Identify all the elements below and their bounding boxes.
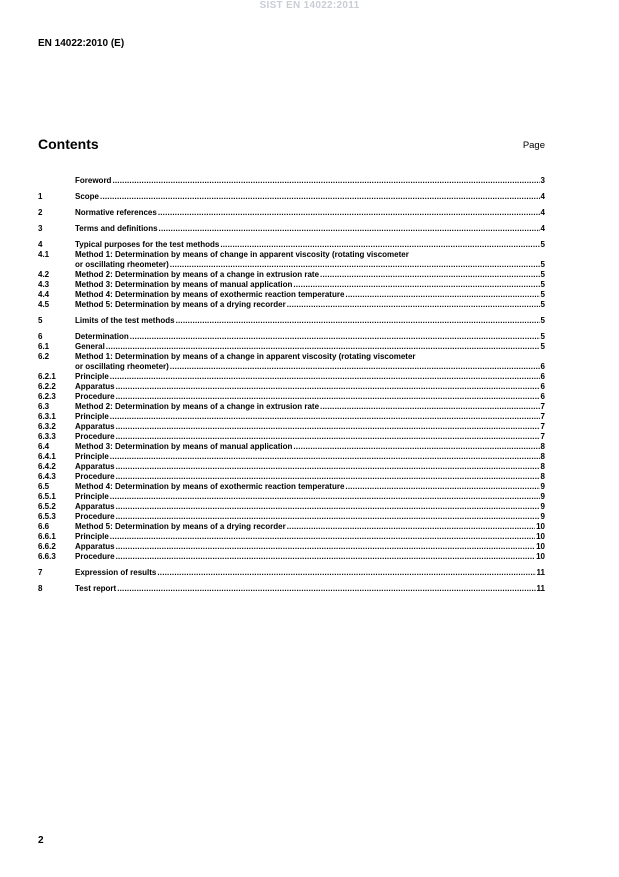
toc-entry-page: 9 — [540, 482, 545, 491]
toc-entry-page: 5 — [540, 240, 545, 249]
toc-entry[interactable] — [38, 522, 545, 532]
toc-entry-number: 6.2.2 — [38, 382, 56, 391]
leader-dots — [110, 412, 540, 422]
toc-entry-title: Method 4: Determination by means of exothermic reaction temperature — [75, 290, 345, 299]
toc-entry-number: 6.4 — [38, 442, 50, 451]
toc-entry-number: 6.2.3 — [38, 392, 56, 401]
leader-dots — [159, 224, 540, 234]
watermark: SIST EN 14022:2011 — [259, 0, 360, 11]
toc-entry-number: 3 — [38, 224, 43, 233]
leader-dots — [293, 442, 539, 452]
page-number: 2 — [38, 835, 44, 846]
leader-dots — [220, 240, 539, 250]
toc-entry-title: Procedure — [75, 392, 115, 401]
toc-entry-number: 6.4.2 — [38, 462, 56, 471]
toc-entry-number: 7 — [38, 568, 43, 577]
toc-entry-number: 6.5.1 — [38, 492, 56, 501]
toc-entry-page: 8 — [540, 452, 545, 461]
toc-entry[interactable] — [38, 332, 545, 342]
toc-entry-page: 7 — [540, 432, 545, 441]
page-column-label: Page — [522, 140, 545, 151]
toc-entry-page: 6 — [540, 372, 545, 381]
toc-entry-page: 5 — [540, 316, 545, 325]
leader-dots — [116, 512, 540, 522]
toc-entry-page: 8 — [540, 462, 545, 471]
toc-entry-number: 6.2 — [38, 352, 50, 361]
toc-entry[interactable] — [38, 270, 545, 280]
toc-entry[interactable] — [38, 316, 545, 326]
toc-entry-number: 6.6.2 — [38, 542, 56, 551]
leader-dots — [157, 568, 535, 578]
toc-entry-page: 5 — [540, 342, 545, 351]
toc-entry-page: 7 — [540, 422, 545, 431]
toc-entry-number: 6.3.1 — [38, 412, 56, 421]
toc-entry[interactable] — [38, 532, 545, 542]
toc-entry-page: 5 — [540, 290, 545, 299]
toc-entry-page: 3 — [540, 176, 545, 185]
toc-entry-title: Test report — [75, 584, 117, 593]
leader-dots — [170, 260, 540, 270]
leader-dots — [293, 280, 539, 290]
toc-entry-number: 6.3 — [38, 402, 50, 411]
toc-entry-number: 4.4 — [38, 290, 50, 299]
leader-dots — [170, 362, 540, 372]
toc-entry-title: Method 2: Determination by means of a change in extrusion rate — [75, 270, 320, 279]
toc-entry-title: Apparatus — [75, 542, 115, 551]
leader-dots — [116, 472, 540, 482]
toc-entry-title: Principle — [75, 532, 109, 541]
leader-dots — [116, 422, 540, 432]
toc-entry-page: 8 — [540, 472, 545, 481]
toc-entry-page: 5 — [540, 280, 545, 289]
toc-entry-page: 11 — [536, 568, 545, 577]
toc-entry-title: Principle — [75, 372, 109, 381]
toc-entry-number: 4.2 — [38, 270, 50, 279]
toc-entry[interactable] — [38, 512, 545, 522]
leader-dots — [320, 270, 540, 280]
toc-entry-number: 6.3.2 — [38, 422, 56, 431]
toc-entry[interactable] — [38, 280, 545, 290]
toc-entry-page: 6 — [540, 392, 545, 401]
leader-dots — [158, 208, 540, 218]
toc-entry[interactable] — [38, 432, 545, 442]
toc-entry[interactable] — [38, 492, 545, 502]
toc-entry-page: 5 — [540, 260, 545, 269]
leader-dots — [287, 300, 540, 310]
leader-dots — [100, 192, 540, 202]
toc-entry-page: 4 — [540, 208, 545, 217]
toc-entry-title-continued: or oscillating rheometer) — [75, 260, 169, 269]
toc-entry-number: 6 — [38, 332, 43, 341]
toc-entry-title: Method 2: Determination by means of a change in extrusion rate — [75, 402, 320, 411]
toc-entry-number: 4.3 — [38, 280, 50, 289]
toc-entry-number: 4.5 — [38, 300, 50, 309]
toc-entry-title: Limits of the test methods — [75, 316, 175, 325]
toc-entry-title: Method 4: Determination by means of exothermic reaction temperature — [75, 482, 345, 491]
toc-entry[interactable] — [38, 290, 545, 300]
toc-entry-title: Principle — [75, 412, 109, 421]
toc-entry-page: 7 — [540, 412, 545, 421]
toc-entry-page: 5 — [540, 332, 545, 341]
toc-entry-page: 5 — [540, 270, 545, 279]
toc-entry[interactable] — [38, 482, 545, 492]
toc-entry[interactable] — [38, 568, 545, 578]
toc-entry-title: Typical purposes for the test methods — [75, 240, 220, 249]
toc-entry-page: 10 — [536, 542, 545, 551]
toc-entry-number: 6.4.3 — [38, 472, 56, 481]
toc-entry-page: 9 — [540, 492, 545, 501]
toc-entry[interactable] — [38, 502, 545, 512]
toc-entry[interactable] — [38, 542, 545, 552]
toc-entry[interactable] — [38, 342, 545, 352]
toc-entry-number: 6.6.3 — [38, 552, 56, 561]
toc-entry-title: Method 5: Determination by means of a drying recorder — [75, 300, 286, 309]
toc-entry[interactable] — [38, 208, 545, 218]
toc-entry[interactable] — [38, 382, 545, 392]
toc-entry-title: Scope — [75, 192, 100, 201]
toc-entry-number: 6.3.3 — [38, 432, 56, 441]
toc-entry-page: 4 — [540, 192, 545, 201]
toc-entry-title: Method 1: Determination by means of a change in apparent viscosity (rotating viscometer — [75, 352, 416, 361]
leader-dots — [110, 532, 535, 542]
toc-entry-number: 1 — [38, 192, 43, 201]
toc-entry[interactable] — [38, 412, 545, 422]
toc-entry-title: Apparatus — [75, 502, 115, 511]
toc-entry-title: Method 1: Determination by means of change in apparent viscosity (rotating viscometer — [75, 250, 409, 259]
toc-entry-page: 4 — [540, 224, 545, 233]
toc-entry-number: 6.5 — [38, 482, 50, 491]
toc-entry[interactable] — [38, 422, 545, 432]
toc-entry-number: 8 — [38, 584, 43, 593]
toc-entry-page: 6 — [540, 362, 545, 371]
leader-dots — [130, 332, 540, 342]
leader-dots — [287, 522, 535, 532]
toc-entry-number: 6.2.1 — [38, 372, 56, 381]
toc-entry[interactable] — [38, 392, 545, 402]
toc-entry[interactable] — [38, 402, 545, 412]
leader-dots — [110, 372, 540, 382]
toc-entry-page: 10 — [536, 532, 545, 541]
toc-entry-title: Apparatus — [75, 422, 115, 431]
toc-entry-number: 2 — [38, 208, 43, 217]
toc-entry-number: 4 — [38, 240, 43, 249]
toc-entry-number: 6.4.1 — [38, 452, 56, 461]
toc-entry[interactable] — [38, 552, 545, 562]
leader-dots — [106, 342, 540, 352]
leader-dots — [110, 492, 540, 502]
toc-entry-title: Apparatus — [75, 462, 115, 471]
toc-entry[interactable] — [38, 584, 545, 594]
leader-dots — [117, 584, 535, 594]
toc-entry[interactable] — [38, 442, 545, 452]
toc-entry-title-continued: or oscillating rheometer) — [75, 362, 169, 371]
toc-entry[interactable] — [38, 362, 545, 372]
toc-entry[interactable] — [38, 240, 545, 250]
toc-entry-title: Method 5: Determination by means of a drying recorder — [75, 522, 286, 531]
toc-entry-title: Apparatus — [75, 382, 115, 391]
toc-entry[interactable] — [38, 452, 545, 462]
leader-dots — [116, 502, 540, 512]
toc-entry-title: Procedure — [75, 552, 115, 561]
leader-dots — [345, 482, 539, 492]
toc-entry-page: 6 — [540, 382, 545, 391]
toc-entry[interactable] — [38, 352, 545, 362]
toc-entry-page: 10 — [536, 522, 545, 531]
toc-entry-title: Normative references — [75, 208, 157, 217]
toc-entry-title: Foreword — [75, 176, 112, 185]
toc-entry[interactable] — [38, 192, 545, 202]
leader-dots — [116, 382, 540, 392]
toc-entry-page: 7 — [540, 402, 545, 411]
toc-entry-page: 9 — [540, 502, 545, 511]
toc-entry[interactable] — [38, 250, 545, 260]
toc-entry[interactable] — [38, 300, 545, 310]
toc-entry-number: 6.5.2 — [38, 502, 56, 511]
document-code: EN 14022:2010 (E) — [38, 38, 125, 49]
leader-dots — [345, 290, 539, 300]
leader-dots — [116, 462, 540, 472]
toc-entry-title: General — [75, 342, 105, 351]
toc-entry[interactable] — [38, 260, 545, 270]
toc-entry-title: Procedure — [75, 432, 115, 441]
toc-entry-title: Terms and definitions — [75, 224, 158, 233]
toc-entry[interactable] — [38, 472, 545, 482]
toc-entry-page: 5 — [540, 300, 545, 309]
toc-entry-title: Expression of results — [75, 568, 157, 577]
toc-entry-title: Principle — [75, 492, 109, 501]
toc-entry[interactable] — [38, 372, 545, 382]
leader-dots — [320, 402, 540, 412]
leader-dots — [112, 176, 539, 186]
toc-entry-title: Determination — [75, 332, 129, 341]
page-title: Contents — [38, 136, 99, 152]
toc-entry-number: 6.6.1 — [38, 532, 56, 541]
leader-dots — [176, 316, 540, 326]
toc-entry[interactable] — [38, 176, 545, 186]
toc-entry-title: Principle — [75, 452, 109, 461]
toc-entry-title: Method 3: Determination by means of manual application — [75, 442, 293, 451]
toc-entry-number: 5 — [38, 316, 43, 325]
toc-entry-title: Procedure — [75, 472, 115, 481]
toc-entry-number: 6.1 — [38, 342, 50, 351]
leader-dots — [116, 392, 540, 402]
toc-entry[interactable] — [38, 462, 545, 472]
leader-dots — [110, 452, 540, 462]
toc-entry-number: 6.5.3 — [38, 512, 56, 521]
leader-dots — [116, 432, 540, 442]
toc-entry-page: 10 — [536, 552, 545, 561]
toc-entry[interactable] — [38, 224, 545, 234]
leader-dots — [116, 542, 536, 552]
toc-entry-page: 9 — [540, 512, 545, 521]
toc-entry-number: 6.6 — [38, 522, 50, 531]
toc-entry-title: Procedure — [75, 512, 115, 521]
leader-dots — [116, 552, 536, 562]
toc-entry-page: 11 — [536, 584, 545, 593]
toc-entry-page: 8 — [540, 442, 545, 451]
toc-entry-title: Method 3: Determination by means of manual application — [75, 280, 293, 289]
table-of-contents — [38, 176, 545, 594]
toc-entry-number: 4.1 — [38, 250, 50, 259]
